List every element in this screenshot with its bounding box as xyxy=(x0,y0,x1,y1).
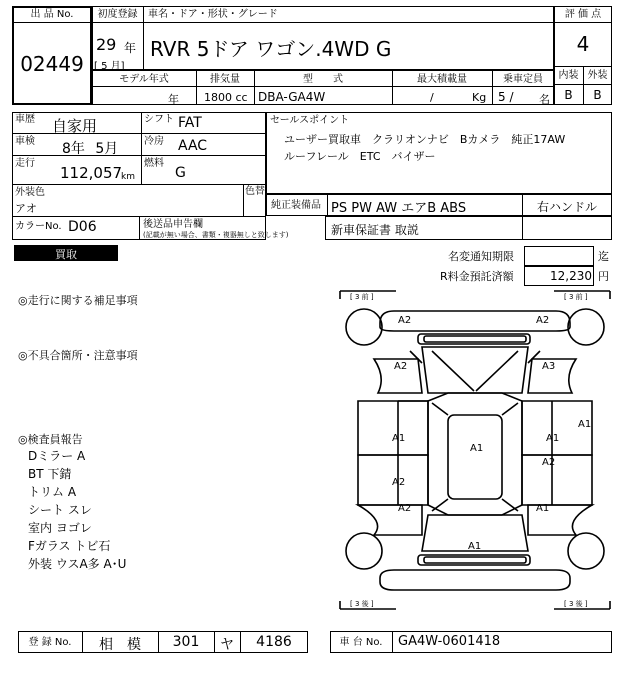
divider xyxy=(522,216,523,240)
corner-label: [ 3 前 ] xyxy=(564,293,588,301)
corner-label: [ 3 後 ] xyxy=(350,600,374,608)
displacement-label: 排気量 xyxy=(210,74,240,85)
capacity-unit: 名 xyxy=(539,93,550,106)
damage-mark: A2 xyxy=(394,361,408,372)
equipment-label: 純正装備品 xyxy=(271,200,321,211)
model-year-unit: 年 xyxy=(168,93,179,106)
hood-lines xyxy=(432,351,518,391)
damage-mark: A2 xyxy=(398,503,412,514)
divider xyxy=(243,184,244,216)
mileage-unit: km xyxy=(121,172,135,182)
report-item: Fガラス トビ石 xyxy=(28,539,111,553)
car-name-label: 車名・ドア・形状・グレード xyxy=(148,9,278,20)
lot-number: 02449 xyxy=(20,52,84,76)
type-label: 型 式 xyxy=(303,74,343,85)
roof-pillars xyxy=(432,403,518,511)
rear-right-wheel xyxy=(568,533,604,569)
recycle-unit: 円 xyxy=(598,270,609,283)
first-reg-label: 初度登録 xyxy=(97,9,138,20)
displacement-value: 1800 cc xyxy=(204,91,248,104)
report-item: シート スレ xyxy=(28,503,92,517)
divider xyxy=(92,22,554,23)
front-right-wheel xyxy=(568,309,604,345)
divider xyxy=(12,22,92,23)
sales-points-line1: ユーザー買取車 クラリオンナビ Bカメラ 純正17AW xyxy=(284,133,566,146)
report-item: 室内 ヨゴレ xyxy=(28,521,92,535)
rear-lamp-bar-inner xyxy=(424,557,526,563)
score-value: 4 xyxy=(576,32,590,56)
headlamp-lines xyxy=(410,351,540,363)
reg-kana: ヤ xyxy=(220,637,234,653)
damage-mark: A2 xyxy=(536,315,550,326)
damage-mark: A1 xyxy=(536,503,550,514)
damage-mark: A2 xyxy=(542,457,556,468)
max-load-unit: Kg xyxy=(472,91,487,104)
deadline-label: 名変通知期限 xyxy=(448,250,514,263)
damage-mark: A2 xyxy=(392,477,406,488)
corner-label: [ 3 前 ] xyxy=(350,293,374,301)
damage-mark: A1 xyxy=(546,433,560,444)
damage-mark: A1 xyxy=(578,419,592,430)
score-label: 評 価 点 xyxy=(564,9,602,20)
exterior-grade: B xyxy=(593,88,602,102)
left-rear-fender xyxy=(358,505,422,535)
max-load-slash: / xyxy=(430,91,434,104)
ac-label: 冷房 xyxy=(144,136,164,147)
ext-color-value: アオ xyxy=(15,202,37,215)
damage-mark: A1 xyxy=(468,541,482,552)
mileage-value: 112,057 xyxy=(60,164,123,182)
divider xyxy=(12,184,266,185)
color-change-label: 色替 xyxy=(245,186,265,197)
capacity-value: 5 / xyxy=(498,90,514,104)
capacity-label: 乗車定員 xyxy=(503,74,543,85)
damage-mark: A1 xyxy=(470,443,484,454)
equipment-value: PS PW AW エアB ABS xyxy=(331,201,467,216)
divider xyxy=(392,631,393,653)
rear-left-wheel xyxy=(346,533,382,569)
kaitori-text: 買取 xyxy=(55,248,77,261)
report-item: 外装 ウスA多 A･U xyxy=(28,557,127,571)
interior-label: 内装 xyxy=(558,70,579,81)
fuel-value: G xyxy=(175,165,186,181)
deadline-unit: 迄 xyxy=(598,250,609,263)
history-value: 自家用 xyxy=(52,117,98,135)
sales-points-label: セールスポイント xyxy=(270,115,350,126)
recycle-label: R料金預託済額 xyxy=(440,270,514,283)
car-condition-diagram xyxy=(338,289,612,611)
car-name: RVR 5ドア ワゴン.4WD G xyxy=(150,37,392,61)
divider xyxy=(92,86,554,87)
chassis-label: 車 台 No. xyxy=(339,637,383,648)
rear-bumper xyxy=(380,570,570,590)
report-item: Dミラー A xyxy=(28,449,86,463)
first-reg-year: 29 xyxy=(96,35,117,54)
report-section-driving: ◎走行に関する補足事項 xyxy=(18,294,138,307)
ext-color-label: 外装色 xyxy=(15,187,45,198)
lot-label: 出 品 No. xyxy=(30,9,74,20)
damage-mark: A1 xyxy=(392,433,406,444)
deadline-box xyxy=(524,246,594,266)
recycle-value: 12,230 xyxy=(550,269,592,283)
left-front-door xyxy=(358,401,428,455)
inspection-value: 8年 5月 xyxy=(62,141,119,157)
max-load-label: 最大積載量 xyxy=(417,74,467,85)
corner-label: [ 3 後 ] xyxy=(564,600,588,608)
report-item: BT 下錆 xyxy=(28,467,72,481)
color-no-label: カラーNo. xyxy=(15,221,62,232)
fuel-label: 燃料 xyxy=(144,158,164,169)
first-reg-month: [ 5 月] xyxy=(94,61,125,72)
reg-class: 301 xyxy=(172,634,200,650)
divider xyxy=(139,216,140,240)
post-note: (記載が無い場合、書類・複器無しと致します) xyxy=(143,231,289,239)
report-item: トリム A xyxy=(28,485,77,499)
damage-mark: A3 xyxy=(542,361,556,372)
divider xyxy=(143,6,144,70)
divider xyxy=(141,112,142,184)
post-label: 後送品申告欄 xyxy=(143,219,203,230)
damage-mark: A2 xyxy=(398,315,412,326)
type-value: DBA-GA4W xyxy=(258,90,326,104)
reg-number: 4186 xyxy=(256,634,292,650)
shift-label: シフト xyxy=(144,114,174,125)
report-section-defects: ◎不具合箇所・注意事項 xyxy=(18,349,138,362)
drive-side: 右ハンドル xyxy=(536,200,597,214)
reg-label: 登 録 No. xyxy=(28,637,72,648)
front-left-wheel xyxy=(346,309,382,345)
right-rear-door xyxy=(522,455,592,505)
mileage-label: 走行 xyxy=(15,158,35,169)
divider xyxy=(327,194,328,216)
roof xyxy=(448,415,502,499)
history-label: 車歴 xyxy=(15,114,35,125)
shift-value: FAT xyxy=(178,115,202,131)
year-unit: 年 xyxy=(124,41,137,55)
hood xyxy=(422,347,528,393)
divider xyxy=(554,22,612,23)
chassis-number: GA4W-0601418 xyxy=(398,634,501,649)
exterior-label: 外装 xyxy=(587,70,608,81)
color-no-value: D06 xyxy=(68,219,97,235)
divider xyxy=(12,155,266,156)
front-grille-inner xyxy=(424,336,526,342)
interior-grade: B xyxy=(564,88,573,102)
sales-points-line2: ルーフレール ETC バイザー xyxy=(284,150,436,163)
inspection-label: 車検 xyxy=(15,136,35,147)
warranty-value: 新車保証書 取説 xyxy=(331,223,419,237)
reg-region: 相 模 xyxy=(99,637,141,653)
report-section-inspector: ◎検査員報告 xyxy=(18,433,83,446)
model-year-label: モデル年式 xyxy=(119,74,169,85)
divider xyxy=(12,133,266,134)
ac-value: AAC xyxy=(178,138,208,154)
